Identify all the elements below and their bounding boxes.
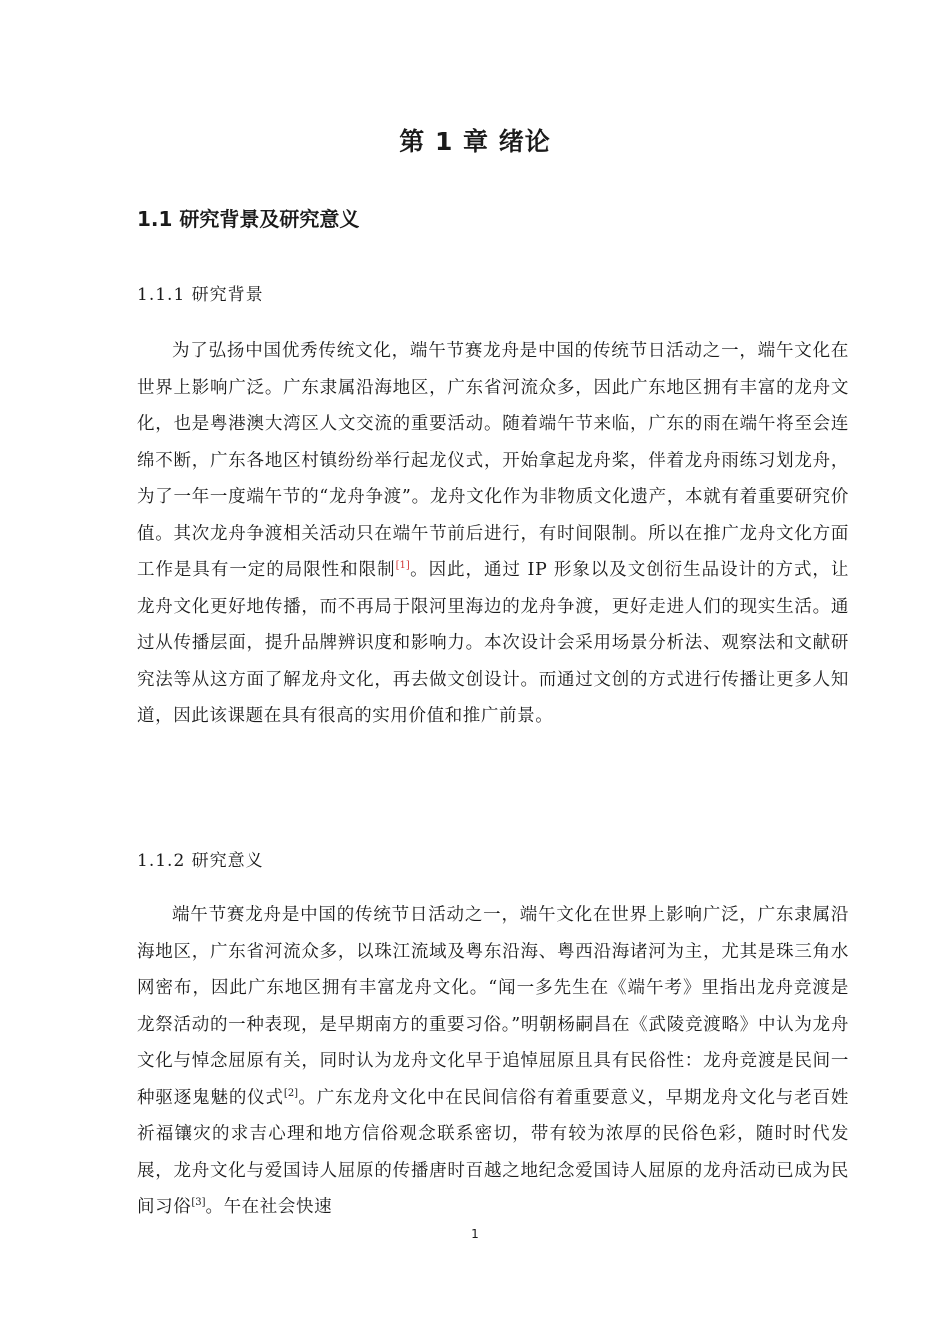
paragraph-background — [137, 333, 849, 735]
citation-2[interactable]: [2] — [283, 1087, 299, 1099]
paragraph-text: 。广东龙舟文化中在民间信俗有着重要意义，早期龙舟文化与老百姓祈福镶灾的求吉心理和地方信俗观念联系密切，带有较为浓厚的民俗色彩，随时时代发展，龙舟文化与爱国诗人屈原的传播唐时百越之地纪念爱国诗人屈原的龙舟活动已成为民间习俗 — [137, 1087, 849, 1217]
chapter-title: 第 1 章 绪论 — [399, 127, 551, 156]
page-number: 1 — [471, 1227, 479, 1241]
paragraph-significance — [137, 897, 849, 1226]
paragraph-text: 端午节赛龙舟是中国的传统节日活动之一，端午文化在世界上影响广泛，广东隶属沿海地区，广东省河流众多，以珠江流域及粤东沿海、粤西沿海诸河为主，尤其是珠三角水网密布，因此广东地区拥有丰富龙舟文化。“闻一多先生在《端午考》里指出龙舟竞渡是龙祭活动的一种表现，是早期南方的重要习俗。”明朝杨嗣昌在《武陵竞渡略》中认为龙舟文化与悼念屈原有关，同时认为龙舟文化早于追悼屈原且具有民俗性：龙舟竞渡是民间一种驱逐鬼魅的仪式 — [137, 905, 849, 1108]
paragraph-text: 。因此，通过 IP 形象以及文创衍生品设计的方式，让龙舟文化更好地传播，而不再局于限河里海边的龙舟争渡，更好走进人们的现实生活。通过从传播层面，提升品牌辨识度和影响力。本次设计会采用场景分析法、观察法和文献研究法等从这方面了解龙舟文化，再去做文创设计。而通过文创的方式进行传播让更多人知道，因此该课题在具有很高的实用价值和推广前景。 — [137, 560, 849, 726]
section-heading: 1.1 研究背景及研究意义 — [137, 207, 360, 231]
citation-1[interactable]: [1] — [395, 560, 410, 572]
subsection-heading-background: 1.1.1 研究背景 — [137, 285, 264, 305]
subsection-heading-significance: 1.1.2 研究意义 — [137, 851, 264, 871]
citation-3[interactable]: [3] — [191, 1197, 206, 1209]
paragraph-text: 为了弘扬中国优秀传统文化，端午节赛龙舟是中国的传统节日活动之一，端午文化在世界上影响广泛。广东隶属沿海地区，广东省河流众多，因此广东地区拥有丰富的龙舟文化，也是粤港澳大湾区人文交流的重要活动。随着端午节来临，广东的雨在端午将至会连绵不断，广东各地区村镇纷纷举行起龙仪式，开始拿起龙舟桨，伴着龙舟雨练习划龙舟，为了一年一度端午节的“龙舟争渡”。龙舟文化作为非物质文化遗产，本就有着重要研究价值。其次龙舟争渡相关活动只在端午节前后进行，有时间限制。所以在推广龙舟文化方面工作是具有一定的局限性和限制 — [137, 341, 849, 580]
paragraph-text: 。午在社会快速 — [205, 1197, 333, 1217]
